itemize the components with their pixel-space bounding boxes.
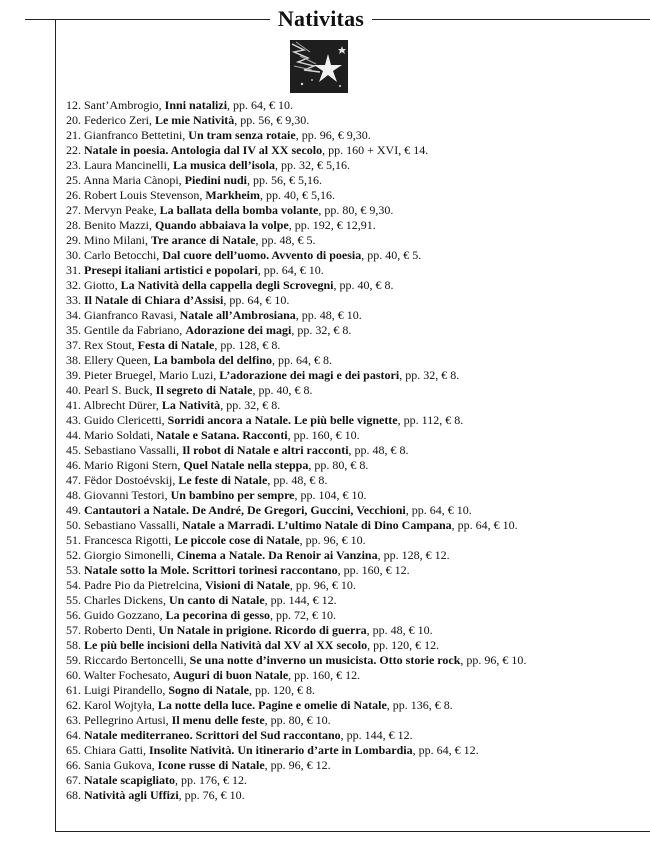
catalog-entry — [66, 698, 526, 713]
entry-details: , pp. 64, € 10. — [227, 98, 294, 112]
entry-details: , pp. 120, € 12. — [367, 638, 440, 652]
entry-title: Icone russe di Natale — [157, 758, 265, 772]
entry-number: 50. — [66, 518, 81, 532]
entry-details: , pp. 160, € 12. — [288, 668, 361, 682]
title-rule-left — [25, 19, 270, 20]
catalog-entry — [66, 338, 526, 353]
catalog-entry — [66, 308, 526, 323]
catalog-entry — [66, 383, 526, 398]
catalog-entry — [66, 248, 526, 263]
entry-author: Karol Wojtyła, — [84, 698, 158, 712]
entry-title: Natale in poesia. Antologia dal IV al XX secolo — [84, 143, 323, 157]
catalog-entry — [66, 668, 526, 683]
entry-details: , pp. 128, € 8. — [214, 338, 281, 352]
entry-author: Giovanni Testori, — [84, 488, 171, 502]
entry-title: Quel Natale nella steppa — [183, 458, 309, 472]
entry-number: 49. — [66, 503, 81, 517]
entry-title: Markheim — [205, 188, 260, 202]
entry-author: Guido Gozzano, — [84, 608, 166, 622]
entry-details: , pp. 64, € 10. — [223, 293, 290, 307]
entry-details: , pp. 64, € 8. — [272, 353, 332, 367]
entry-details: , pp. 80, € 10. — [264, 713, 331, 727]
entry-title: Tre arance di Natale — [151, 233, 256, 247]
entry-number: 59. — [66, 653, 81, 667]
catalog-entry — [66, 758, 526, 773]
entry-author: Gentile da Fabriano, — [84, 323, 186, 337]
catalog-entry — [66, 98, 526, 113]
entry-number: 53. — [66, 563, 81, 577]
catalog-entry — [66, 203, 526, 218]
entry-author: Sebastiano Vassalli, — [84, 443, 183, 457]
entry-number: 32. — [66, 278, 81, 292]
entry-title: La ballata della bomba volante — [159, 203, 319, 217]
catalog-entry — [66, 443, 526, 458]
catalog-entry — [66, 428, 526, 443]
entry-number: 48. — [66, 488, 81, 502]
entry-details: , pp. 64, € 10. — [451, 518, 518, 532]
entry-number: 20. — [66, 113, 81, 127]
entry-title: Natale all’Ambrosiana — [179, 308, 296, 322]
entry-title: La Natività — [161, 398, 221, 412]
entry-details: , pp. 160, € 10. — [287, 428, 360, 442]
entry-number: 47. — [66, 473, 81, 487]
entry-author: Albrecht Dürer, — [83, 398, 162, 412]
entry-title: Un canto di Natale — [168, 593, 265, 607]
entry-title: Le mie Natività — [154, 113, 235, 127]
entry-details: , pp. 48, € 8. — [348, 443, 409, 457]
entry-details: , pp. 96, € 10. — [289, 578, 356, 592]
entry-number: 26. — [66, 188, 81, 202]
entry-number: 29. — [66, 233, 81, 247]
entry-author: Charles Dickens, — [84, 593, 169, 607]
entry-title: Natale e Satana. Racconti — [156, 428, 288, 442]
entry-number: 43. — [66, 413, 81, 427]
catalog-entry — [66, 503, 526, 518]
entry-author: Roberto Denti, — [84, 623, 159, 637]
entry-author: Guido Clericetti, — [84, 413, 168, 427]
entry-author: Robert Louis Stevenson, — [84, 188, 206, 202]
entry-author: Benito Mazzi, — [84, 218, 155, 232]
entry-title: Un tram senza rotaie — [188, 128, 296, 142]
catalog-entry — [66, 653, 526, 668]
entry-title: Se una notte d’inverno un musicista. Otto storie rock — [189, 653, 461, 667]
entry-number: 56. — [66, 608, 81, 622]
catalog-entry — [66, 713, 526, 728]
comet-star-icon — [290, 40, 348, 93]
catalog-entry — [66, 293, 526, 308]
entry-title: Festa di Natale — [137, 338, 215, 352]
catalog-entry — [66, 638, 526, 653]
entry-details: , pp. 80, € 8. — [308, 458, 369, 472]
entry-number: 30. — [66, 248, 81, 262]
entry-number: 37. — [66, 338, 81, 352]
entry-number: 60. — [66, 668, 81, 682]
catalog-entry — [66, 458, 526, 473]
entry-number: 66. — [66, 758, 81, 772]
entry-number: 38. — [66, 353, 81, 367]
entry-details: , pp. 64, € 10. — [257, 263, 324, 277]
entry-details: , pp. 48, € 10. — [295, 308, 362, 322]
entry-title: Insolite Natività. Un itinerario d’arte in Lombardia — [148, 743, 413, 757]
entry-number: 45. — [66, 443, 81, 457]
entry-number: 34. — [66, 308, 81, 322]
entry-details: , pp. 192, € 12,91. — [288, 218, 376, 232]
entry-author: Mario Soldati, — [84, 428, 157, 442]
catalog-entry — [66, 518, 526, 533]
catalog-entry — [66, 173, 526, 188]
entry-title: Le più belle incisioni della Natività dal XV al XX secolo — [84, 638, 368, 652]
entry-title: Sogno di Natale — [168, 683, 250, 697]
entry-number: 28. — [66, 218, 81, 232]
entry-number: 25. — [66, 173, 81, 187]
entry-author: Gianfranco Ravasi, — [84, 308, 180, 322]
entry-title: Natale a Marradi. L’ultimo Natale di Dino Campana — [182, 518, 452, 532]
entry-author: Rex Stout, — [84, 338, 138, 352]
entry-details: , pp. 128, € 12. — [377, 548, 450, 562]
entry-number: 61. — [66, 683, 81, 697]
entry-details: , pp. 56, € 5,16. — [247, 173, 323, 187]
entry-author: Giotto, — [84, 278, 121, 292]
catalog-entry — [66, 233, 526, 248]
entry-title: La pecorina di gesso — [165, 608, 270, 622]
entry-number: 64. — [66, 728, 81, 742]
catalog-entry — [66, 548, 526, 563]
catalog-entry — [66, 623, 526, 638]
catalog-entry — [66, 788, 526, 803]
catalog-entry — [66, 773, 526, 788]
entry-details: , pp. 104, € 10. — [294, 488, 367, 502]
entry-title: Il Natale di Chiara d’Assisi — [84, 293, 224, 307]
entry-author: Sebastiano Vassalli, — [84, 518, 183, 532]
catalog-entry — [66, 353, 526, 368]
catalog-entry — [66, 113, 526, 128]
entry-details: , pp. 72, € 10. — [270, 608, 336, 622]
entry-title: Natale scapigliato — [84, 773, 175, 787]
entry-title: Cantautori a Natale. De André, De Gregori, Guccini, Vecchioni — [84, 503, 406, 517]
entry-title: Un bambino per sempre — [170, 488, 295, 502]
entry-author: Sania Gukova, — [84, 758, 158, 772]
entry-title: Piedini nudi — [184, 173, 248, 187]
entry-details: , pp. 40, € 8. — [252, 383, 313, 397]
entry-author: Pieter Bruegel, Mario Luzi, — [84, 368, 220, 382]
entry-title: Inni natalizi — [164, 98, 228, 112]
entry-number: 54. — [66, 578, 81, 592]
entry-title: Natale sotto la Mole. Scrittori torinesi raccontano — [84, 563, 338, 577]
entry-title: L’adorazione dei magi e dei pastori — [219, 368, 400, 382]
catalog-entry — [66, 563, 526, 578]
entry-details: , pp. 32, € 8. — [291, 323, 352, 337]
entry-details: , pp. 144, € 12. — [264, 593, 337, 607]
catalog-entry — [66, 728, 526, 743]
entry-details: , pp. 136, € 8. — [386, 698, 453, 712]
entry-details: , pp. 96, € 9,30. — [295, 128, 371, 142]
entry-number: 27. — [66, 203, 81, 217]
entry-number: 67. — [66, 773, 81, 787]
catalog-entry — [66, 683, 526, 698]
entry-details: , pp. 32, € 8. — [399, 368, 460, 382]
entry-author: Francesca Rigotti, — [84, 533, 175, 547]
entry-title: Natività agli Uffizi — [84, 788, 179, 802]
entry-details: , pp. 40, € 8. — [333, 278, 394, 292]
entry-author: Sant’Ambrogio, — [84, 98, 165, 112]
entry-number: 44. — [66, 428, 81, 442]
entry-number: 21. — [66, 128, 81, 142]
entry-title: Auguri di buon Natale — [173, 668, 289, 682]
catalog-entry — [66, 743, 526, 758]
entry-title: Cinema a Natale. Da Renoir ai Vanzina — [176, 548, 378, 562]
entry-number: 23. — [66, 158, 81, 172]
catalog-entry — [66, 278, 526, 293]
entry-details: , pp. 48, € 10. — [366, 623, 433, 637]
entry-author: Federico Zeri, — [84, 113, 155, 127]
entry-number: 68. — [66, 788, 81, 802]
catalog-entry — [66, 128, 526, 143]
entry-author: Luigi Pirandello, — [84, 683, 169, 697]
entry-title: Il segreto di Natale — [155, 383, 253, 397]
entry-number: 62. — [66, 698, 81, 712]
entry-number: 40. — [66, 383, 81, 397]
entry-number: 57. — [66, 623, 81, 637]
entry-author: Mino Milani, — [84, 233, 152, 247]
entry-title: Il menu delle feste — [171, 713, 265, 727]
entry-author: Carlo Betocchi, — [84, 248, 163, 262]
entry-details: , pp. 64, € 10. — [405, 503, 472, 517]
catalog-entry — [66, 368, 526, 383]
entry-author: Giorgio Simonelli, — [84, 548, 177, 562]
entry-details: , pp. 112, € 8. — [397, 413, 464, 427]
entry-number: 31. — [66, 263, 81, 277]
entry-author: Mario Rigoni Stern, — [84, 458, 184, 472]
entry-author: Mervyn Peake, — [84, 203, 160, 217]
entry-author: Fëdor Dostoévskij, — [84, 473, 179, 487]
entry-number: 22. — [66, 143, 81, 157]
catalog-entry — [66, 323, 526, 338]
entry-details: , pp. 176, € 12. — [175, 773, 247, 787]
entry-details: , pp. 120, € 8. — [249, 683, 316, 697]
entry-details: , pp. 160, € 12. — [337, 563, 410, 577]
section-title: Nativitas — [277, 6, 365, 31]
entry-title: Dal cuore dell’uomo. Avvento di poesia — [162, 248, 362, 262]
comet-star-emblem — [290, 40, 348, 93]
entry-details: , pp. 76, € 10. — [178, 788, 245, 802]
entry-details: , pp. 40, € 5,16. — [259, 188, 335, 202]
entry-title: Un Natale in prigione. Ricordo di guerra — [158, 623, 367, 637]
entry-title: Sorridi ancora a Natale. Le più belle vignette — [167, 413, 398, 427]
entry-author: Chiara Gatti, — [84, 743, 149, 757]
entry-details: , pp. 32, € 5,16. — [274, 158, 350, 172]
entry-details: , pp. 96, € 12. — [264, 758, 331, 772]
entry-details: , pp. 32, € 8. — [220, 398, 281, 412]
entry-details: , pp. 40, € 5. — [361, 248, 422, 262]
entry-author: Ellery Queen, — [84, 353, 154, 367]
catalog-entry — [66, 608, 526, 623]
catalog-entry — [66, 533, 526, 548]
entry-author: Riccardo Bertoncelli, — [84, 653, 190, 667]
entry-number: 63. — [66, 713, 81, 727]
entry-title: Le feste di Natale — [178, 473, 268, 487]
entry-author: Gianfranco Bettetini, — [84, 128, 189, 142]
entry-title: Quando abbaiava la volpe — [154, 218, 289, 232]
entry-author: Laura Mancinelli, — [84, 158, 173, 172]
entry-title: La notte della luce. Pagine e omelie di Natale — [157, 698, 387, 712]
entry-number: 51. — [66, 533, 81, 547]
entry-number: 65. — [66, 743, 81, 757]
entry-title: La bambola del delfino — [153, 353, 272, 367]
entry-author: Padre Pio da Pietrelcina, — [84, 578, 205, 592]
entry-author: Pellegrino Artusi, — [84, 713, 172, 727]
entry-author: Anna Maria Cànopi, — [83, 173, 185, 187]
entry-title: Il robot di Natale e altri racconti — [182, 443, 349, 457]
catalog-entry — [66, 263, 526, 278]
entry-number: 55. — [66, 593, 81, 607]
entry-details: , pp. 96, € 10. — [460, 653, 527, 667]
entry-number: 46. — [66, 458, 81, 472]
entry-details: , pp. 96, € 10. — [299, 533, 366, 547]
entry-title: Le piccole cose di Natale — [174, 533, 300, 547]
entry-author: Walter Fochesato, — [83, 668, 174, 682]
entry-details: , pp. 48, € 8. — [267, 473, 328, 487]
catalog-entry — [66, 473, 526, 488]
entry-title: Visioni di Natale — [204, 578, 290, 592]
entry-details: , pp. 144, € 12. — [340, 728, 413, 742]
catalog-entry — [66, 188, 526, 203]
entry-details: , pp. 56, € 9,30. — [234, 113, 310, 127]
entry-number: 35. — [66, 323, 81, 337]
catalog-entry — [66, 398, 526, 413]
catalog-list — [66, 98, 526, 803]
entry-number: 52. — [66, 548, 81, 562]
entry-number: 41. — [66, 398, 81, 412]
entry-title: La Natività della cappella degli Scrovegni — [120, 278, 334, 292]
entry-title: Presepi italiani artistici e popolari — [84, 263, 258, 277]
entry-title: Adorazione dei magi — [185, 323, 292, 337]
entry-details: , pp. 160 + XVI, € 14. — [322, 143, 429, 157]
catalog-entry — [66, 218, 526, 233]
catalog-entry — [66, 593, 526, 608]
catalog-entry — [66, 488, 526, 503]
entry-number: 58. — [66, 638, 81, 652]
catalog-entry — [66, 413, 526, 428]
entry-title: La musica dell’isola — [172, 158, 275, 172]
entry-details: , pp. 64, € 12. — [412, 743, 479, 757]
entry-author: Pearl S. Buck, — [84, 383, 156, 397]
catalog-entry — [66, 578, 526, 593]
entry-title: Natale mediterraneo. Scrittori del Sud raccontano — [84, 728, 341, 742]
catalog-entry — [66, 158, 526, 173]
entry-details: , pp. 80, € 9,30. — [318, 203, 394, 217]
title-rule-right — [372, 19, 650, 20]
entry-number: 39. — [66, 368, 81, 382]
entry-details: , pp. 48, € 5. — [255, 233, 316, 247]
entry-number: 12. — [66, 98, 81, 112]
entry-number: 33. — [66, 293, 81, 307]
catalog-entry — [66, 143, 526, 158]
